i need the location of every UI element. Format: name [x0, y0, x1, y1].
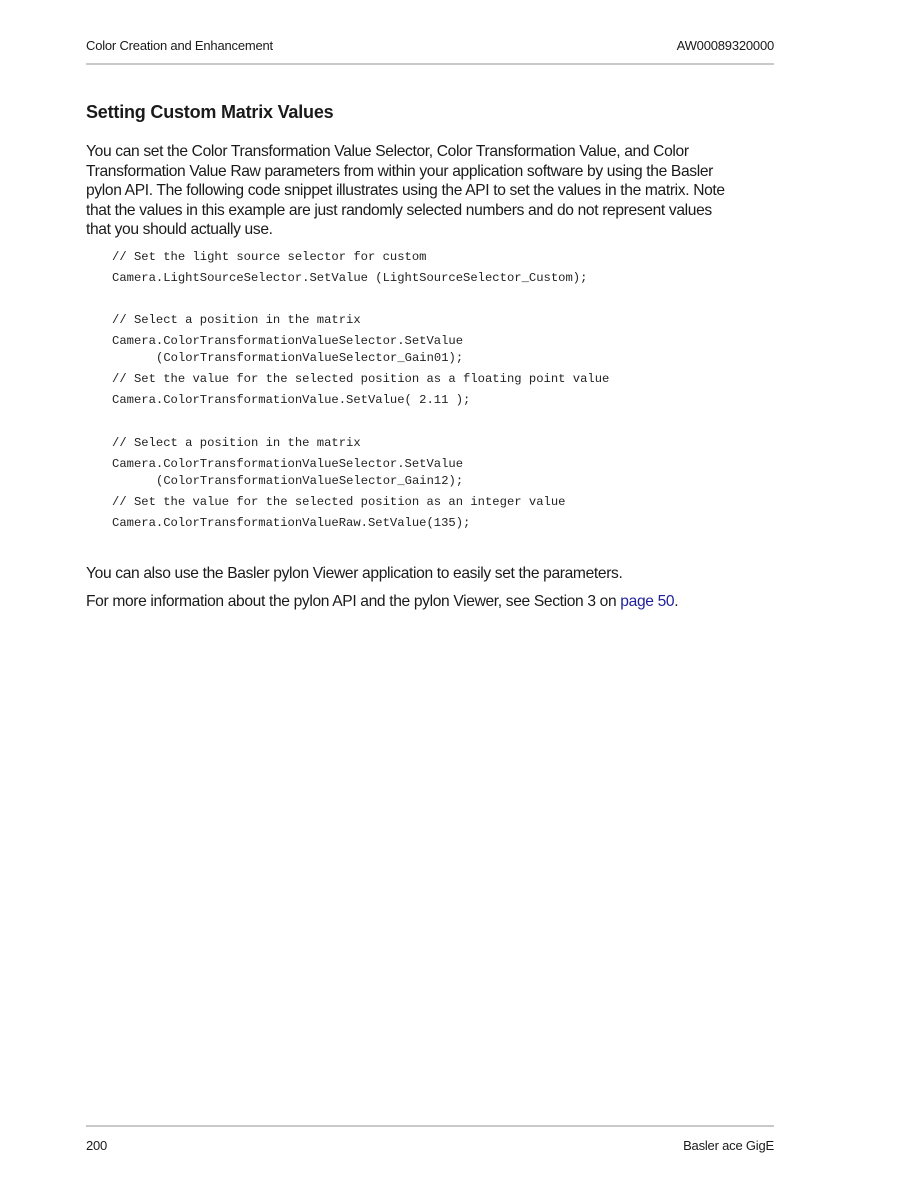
intro-line: Transformation Value Raw parameters from within your application software by using the Basler — [86, 162, 714, 180]
header-divider — [86, 63, 774, 65]
page-reference-link[interactable]: page 50 — [620, 593, 675, 610]
viewer-paragraph: You can also use the Basler pylon Viewer application to easily set the parameters. — [86, 565, 623, 582]
header-document-number: AW00089320000 — [676, 38, 774, 53]
product-name: Basler ace GigE — [683, 1138, 774, 1153]
code-comment-line: // Select a position in the matrix — [112, 436, 361, 450]
code-comment-line: // Select a position in the matrix — [112, 313, 361, 327]
code-statement-continuation: (ColorTransformationValueSelector_Gain12); — [156, 474, 464, 488]
intro-line: You can set the Color Transformation Value Selector, Color Transformation Value, and Color — [86, 143, 689, 160]
code-statement-line: Camera.LightSourceSelector.SetValue (LightSourceSelector_Custom); — [112, 271, 588, 285]
more-info-paragraph — [86, 592, 776, 612]
code-statement-continuation: (ColorTransformationValueSelector_Gain01); — [156, 351, 464, 365]
code-statement-line: Camera.ColorTransformationValue.SetValue( 2.11 ); — [112, 393, 471, 407]
more-info-text: For more information about the pylon API and the pylon Viewer, see Section 3 on — [86, 593, 621, 610]
header-chapter-title: Color Creation and Enhancement — [86, 38, 273, 53]
page-footer — [86, 1138, 774, 1158]
code-statement-line: Camera.ColorTransformationValueSelector.SetValue — [112, 334, 464, 348]
code-statement-line: Camera.ColorTransformationValueRaw.SetValue(135); — [112, 516, 471, 530]
intro-line: that the values in this example are just randomly selected numbers and do not represent values — [86, 201, 712, 219]
code-statement-line: Camera.ColorTransformationValueSelector.SetValue — [112, 457, 464, 471]
more-info-suffix: . — [674, 593, 679, 610]
code-comment-line: // Set the light source selector for custom — [112, 250, 427, 264]
code-comment-line: // Set the value for the selected position as an integer value — [112, 495, 566, 509]
code-comment-line: // Set the value for the selected position as a floating point value — [112, 372, 610, 386]
section-title: Setting Custom Matrix Values — [86, 102, 334, 122]
page-header — [86, 38, 774, 58]
intro-line: pylon API. The following code snippet illustrates using the API to set the values in the matrix. Note — [86, 182, 725, 200]
intro-line: that you should actually use. — [86, 221, 273, 239]
footer-divider — [86, 1125, 774, 1127]
intro-paragraph — [86, 142, 776, 240]
page-number: 200 — [86, 1138, 108, 1153]
